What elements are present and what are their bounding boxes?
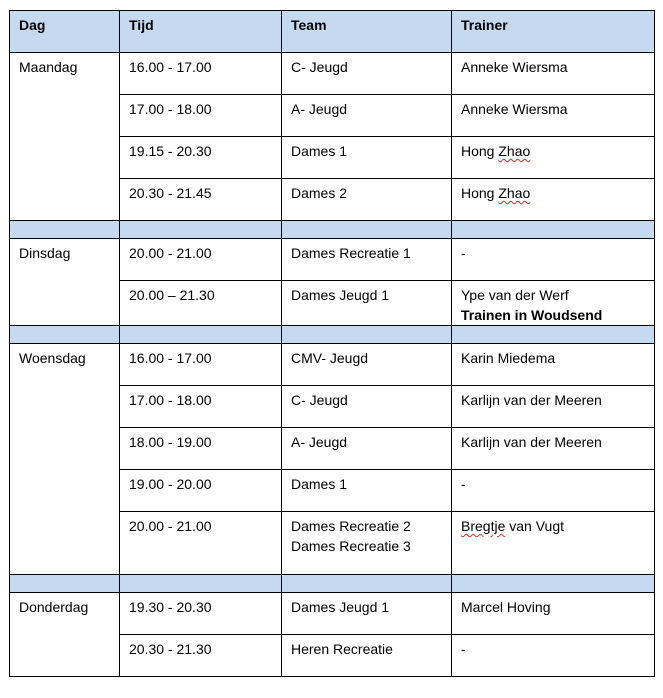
- separator-row: [10, 221, 655, 239]
- team-cell: C- Jeugd: [282, 386, 452, 428]
- table-row: [10, 344, 655, 386]
- time-cell: 17.00 - 18.00: [120, 95, 282, 137]
- team-cell: C- Jeugd: [282, 53, 452, 95]
- table-row: [10, 53, 655, 95]
- trainer-cell: -: [452, 635, 655, 677]
- header-trainer: Trainer: [452, 11, 655, 53]
- time-cell: 18.00 - 19.00: [120, 428, 282, 470]
- team-cell: Dames Jeugd 1: [282, 593, 452, 635]
- table-row: [10, 593, 655, 635]
- trainer-cell: Karlijn van der Meeren: [452, 386, 655, 428]
- time-cell: 20.00 - 21.00: [120, 512, 282, 575]
- team-cell: Dames 1: [282, 137, 452, 179]
- team-cell: Dames 2: [282, 179, 452, 221]
- trainer-cell: -: [452, 470, 655, 512]
- team-cell: A- Jeugd: [282, 428, 452, 470]
- trainer-cell: Marcel Hoving: [452, 593, 655, 635]
- time-cell: 16.00 - 17.00: [120, 344, 282, 386]
- team-cell: A- Jeugd: [282, 95, 452, 137]
- separator-row: [10, 575, 655, 593]
- team-cell: Dames Jeugd 1: [282, 281, 452, 326]
- time-cell: 19.00 - 20.00: [120, 470, 282, 512]
- trainer-cell: [452, 179, 655, 221]
- team-cell: Dames Recreatie 1: [282, 239, 452, 281]
- header-tijd: Tijd: [120, 11, 282, 53]
- team-cell: CMV- Jeugd: [282, 344, 452, 386]
- header-team: Team: [282, 11, 452, 53]
- header-row: [10, 11, 655, 53]
- time-cell: 17.00 - 18.00: [120, 386, 282, 428]
- trainer-first-name: Bregtje: [461, 518, 506, 534]
- training-schedule-table: [9, 10, 655, 677]
- time-cell: 20.00 - 21.00: [120, 239, 282, 281]
- trainer-first-name: Hong: [461, 185, 499, 201]
- trainer-cell: -: [452, 239, 655, 281]
- trainer-first-name: Hong: [461, 143, 499, 159]
- trainer-last-name: Zhao: [498, 143, 531, 159]
- time-cell: 19.30 - 20.30: [120, 593, 282, 635]
- trainer-last-name: van Vugt: [505, 518, 564, 534]
- team-name: Dames Recreatie 3: [291, 538, 411, 554]
- table-row: [10, 239, 655, 281]
- time-cell: 20.00 – 21.30: [120, 281, 282, 326]
- header-dag: Dag: [10, 11, 120, 53]
- trainer-last-name: Zhao: [498, 185, 531, 201]
- team-cell: [282, 512, 452, 575]
- team-cell: Dames 1: [282, 470, 452, 512]
- day-cell: Donderdag: [10, 593, 120, 677]
- day-cell: Maandag: [10, 53, 120, 221]
- time-cell: 16.00 - 17.00: [120, 53, 282, 95]
- trainer-cell: [452, 512, 655, 575]
- trainer-cell: Anneke Wiersma: [452, 53, 655, 95]
- trainer-cell: [452, 281, 655, 326]
- trainer-cell: Karlijn van der Meeren: [452, 428, 655, 470]
- time-cell: 20.30 - 21.45: [120, 179, 282, 221]
- trainer-cell: [452, 137, 655, 179]
- team-name: Dames Recreatie 2: [291, 518, 411, 534]
- day-cell: Dinsdag: [10, 239, 120, 326]
- trainer-cell: Karin Miedema: [452, 344, 655, 386]
- trainer-name: Ype van der Werf: [461, 287, 569, 303]
- team-cell: Heren Recreatie: [282, 635, 452, 677]
- training-location-note: Trainen in Woudsend: [461, 307, 603, 323]
- trainer-cell: Anneke Wiersma: [452, 95, 655, 137]
- separator-row: [10, 326, 655, 344]
- time-cell: 20.30 - 21.30: [120, 635, 282, 677]
- time-cell: 19.15 - 20.30: [120, 137, 282, 179]
- day-cell: Woensdag: [10, 344, 120, 575]
